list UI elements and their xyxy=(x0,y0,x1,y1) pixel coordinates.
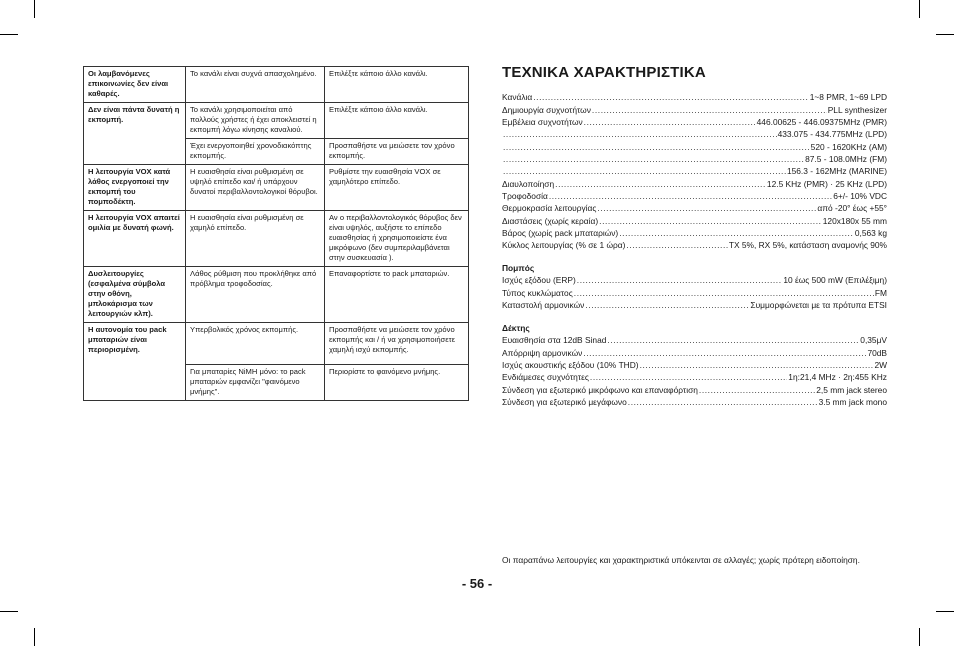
solution-cell: Επιλέξτε κάποιο άλλο κανάλι. xyxy=(325,103,469,139)
cause-cell: Το κανάλι είναι συχνά απασχολημένο. xyxy=(186,67,325,103)
solution-cell: Περιορίστε το φαινόμενο μνήμης. xyxy=(325,365,469,401)
spec-label: Εμβέλεια συχνοτήτων xyxy=(502,117,583,128)
troubleshooting-table xyxy=(83,66,469,401)
cause-cell: Υπερβολικός χρόνος εκπομπής. xyxy=(186,323,325,365)
spec-row xyxy=(502,358,887,370)
spec-value: 520 - 1620KHz (AM) xyxy=(810,141,887,152)
crop-mark xyxy=(34,628,35,646)
solution-cell: Αν ο περιβαλλοντολογικός θόρυβος δεν είναι υψηλός, αυξήστε το επίπεδο ευαισθησίας ή χρησιμοποιείστε ένα μικρόφωνο (δεν συμπεριλαμβάνεται στην συσκευασία ). xyxy=(325,211,469,267)
spec-row xyxy=(502,164,887,176)
crop-mark xyxy=(919,0,920,18)
spec-row xyxy=(502,139,887,151)
table-row xyxy=(84,165,469,211)
spec-value: από -20° έως +55° xyxy=(817,203,887,214)
spec-label: Ευαισθησία στα 12dB Sinad xyxy=(502,335,607,346)
spec-value: 70dB xyxy=(867,347,887,358)
spec-label: Τροφοδοσία xyxy=(502,191,548,202)
cause-cell: Η ευαισθησία είναι ρυθμισμένη σε υψηλό επίπεδο και/ ή υπάρχουν δυνατοί περιβαλλοντολογικοί θόρυβοι. xyxy=(186,165,325,211)
receiver-heading: Δέκτης xyxy=(502,323,530,333)
cause-cell: Για μπαταρίες NiMH μόνο: το pack μπαταριών εμφανίζει "φαινόμενο μνήμης". xyxy=(186,365,325,401)
spec-row xyxy=(502,176,887,188)
spec-row xyxy=(502,273,887,285)
cause-cell: Η ευαισθησία είναι ρυθμισμένη σε χαμηλό επίπεδο. xyxy=(186,211,325,267)
spec-row xyxy=(502,395,887,407)
problem-cell: Οι λαμβανόμενες επικοινωνίες δεν είναι καθαρές. xyxy=(84,67,186,103)
spec-value: 2W xyxy=(874,360,887,371)
solution-cell: Ρυθμίστε την ευαισθησία VOX σε χαμηλότερο επίπεδο. xyxy=(325,165,469,211)
spec-value: 433.075 - 434.775MHz (LPD) xyxy=(777,129,887,140)
spec-row xyxy=(502,201,887,213)
spec-row xyxy=(502,90,887,102)
problem-cell: Η λειτουργία VOX κατά λάθος ενεργοποιεί την εκπομπή του πομποδέκτη. xyxy=(84,165,186,211)
spec-row xyxy=(502,333,887,345)
cause-cell: Λάθος ρύθμιση που προκλήθηκε από πρόβλημα τροφοδοσίας. xyxy=(186,267,325,323)
spec-row xyxy=(502,370,887,382)
spec-label: Σύνδεση για εξωτερικό μεγάφωνο xyxy=(502,397,627,408)
spec-label: Δημιουργία συχνοτήτων xyxy=(502,104,591,115)
table-row xyxy=(84,103,469,139)
spec-label: Τύπος κυκλώματος xyxy=(502,287,573,298)
table-row xyxy=(84,211,469,267)
spec-value: FM xyxy=(874,287,887,298)
spec-value: 6+/- 10% VDC xyxy=(833,191,887,202)
spec-value: 156.3 - 162MHz (MARINE) xyxy=(786,166,887,177)
receiver-specs xyxy=(502,333,887,407)
crop-mark xyxy=(919,628,920,646)
spec-row xyxy=(502,285,887,297)
table-row xyxy=(84,323,469,365)
spec-label: Βάρος (χωρίς pack μπαταριών) xyxy=(502,228,619,239)
spec-label: Ενδιάμεσες συχνότητες xyxy=(502,372,589,383)
spec-row xyxy=(502,189,887,201)
spec-label: Διαστάσεις (χωρίς κεραία) xyxy=(502,215,599,226)
spec-value: PLL synthesizer xyxy=(827,104,887,115)
spec-value: Συμμορφώνεται με τα πρότυπα ETSI xyxy=(750,300,887,311)
spec-label: Ισχύς εξόδου (ERP) xyxy=(502,275,576,286)
general-specs xyxy=(502,90,887,250)
cause-cell: Έχει ενεργοποιηθεί χρονοδιακόπτης εκπομπής. xyxy=(186,139,325,165)
problem-cell: Δεν είναι πάντα δυνατή η εκπομπή. xyxy=(84,103,186,165)
spec-value: 87.5 - 108.0MHz (FM) xyxy=(805,154,887,165)
spec-label: Θερμοκρασία λειτουργίας xyxy=(502,203,597,214)
specs-title: ΤΕΧΝΙΚΑ ΧΑΡΑΚΤΗΡΙΣΤΙΚΑ xyxy=(502,64,706,81)
transmitter-heading: Πομπός xyxy=(502,263,535,273)
spec-value: 0,563 kg xyxy=(854,228,887,239)
solution-cell: Προσπαθήστε να μειώσετε τον χρόνο εκπομπής και / ή να χρησιμοποιήσετε χαμηλή ισχύ εκπομπής. xyxy=(325,323,469,365)
spec-value: 10 έως 500 mW (Επιλέξιμη) xyxy=(783,275,887,286)
problem-cell: Δυσλειτουργίες (εσφαλμένα σύμβολα στην οθόνη, μπλοκάρισμα των λειτουργιών κλπ). xyxy=(84,267,186,323)
problem-cell: Η αυτονομία του pack μπαταριών είναι περιορισμένη. xyxy=(84,323,186,401)
disclaimer-note: Οι παραπάνω λειτουργίες και χαρακτηριστικά υπόκεινται σε αλλαγές; χωρίς πρότερη ειδοποίηση. xyxy=(502,555,860,565)
spec-label: Διαυλοποίηση xyxy=(502,178,555,189)
crop-mark xyxy=(34,0,35,18)
solution-cell: Προσπαθήστε να μειώσετε τον χρόνο εκπομπής. xyxy=(325,139,469,165)
spec-value: 1~8 PMR, 1~69 LPD xyxy=(809,92,887,103)
crop-mark xyxy=(936,34,954,35)
spec-value: TX 5%, RX 5%, κατάσταση αναμονής 90% xyxy=(728,240,887,251)
spec-value: 3.5 mm jack mono xyxy=(818,397,887,408)
spec-row xyxy=(502,127,887,139)
spec-value: 446.00625 - 446.09375MHz (PMR) xyxy=(756,117,887,128)
spec-value: 1η:21,4 MHz · 2η:455 KHz xyxy=(788,372,887,383)
spec-value: 120x180x 55 mm xyxy=(822,215,887,226)
table-row xyxy=(84,267,469,323)
spec-label: Κύκλος λειτουργίας (% σε 1 ώρα) xyxy=(502,240,626,251)
spec-row xyxy=(502,345,887,357)
problem-cell: Η λειτουργία VOX απαιτεί ομιλία με δυνατή φωνή. xyxy=(84,211,186,267)
spec-value: 12.5 KHz (PMR) · 25 KHz (LPD) xyxy=(766,178,887,189)
spec-row xyxy=(502,298,887,310)
transmitter-specs xyxy=(502,273,887,310)
cause-cell: Το κανάλι χρησιμοποιείται από πολλούς χρήστες ή έχει αποκλειστεί η εκπομπή λόγω κίνησης καναλιού. xyxy=(186,103,325,139)
spec-label: Ισχύς ακουστικής εξόδου (10% THD) xyxy=(502,360,639,371)
crop-mark xyxy=(0,611,18,612)
spec-label: Κανάλια xyxy=(502,92,533,103)
spec-label: Καταστολή αρμονικών xyxy=(502,300,585,311)
spec-row xyxy=(502,226,887,238)
table-row xyxy=(84,67,469,103)
crop-mark xyxy=(0,34,18,35)
spec-row xyxy=(502,102,887,114)
spec-label: Σύνδεση για εξωτερικό μικρόφωνο και επαναφόρτιση xyxy=(502,384,698,395)
spec-value: 0,35μV xyxy=(860,335,887,346)
crop-mark xyxy=(936,611,954,612)
spec-label: Απόρριψη αρμονικών xyxy=(502,347,583,358)
spec-row xyxy=(502,382,887,394)
solution-cell: Επιλέξτε κάποιο άλλο κανάλι. xyxy=(325,67,469,103)
solution-cell: Επαναφορτίστε το pack μπαταριών. xyxy=(325,267,469,323)
spec-value: 2,5 mm jack stereo xyxy=(816,384,887,395)
spec-row xyxy=(502,115,887,127)
page-number: - 56 - xyxy=(461,576,493,591)
spec-row xyxy=(502,213,887,225)
spec-row xyxy=(502,152,887,164)
spec-row xyxy=(502,238,887,250)
